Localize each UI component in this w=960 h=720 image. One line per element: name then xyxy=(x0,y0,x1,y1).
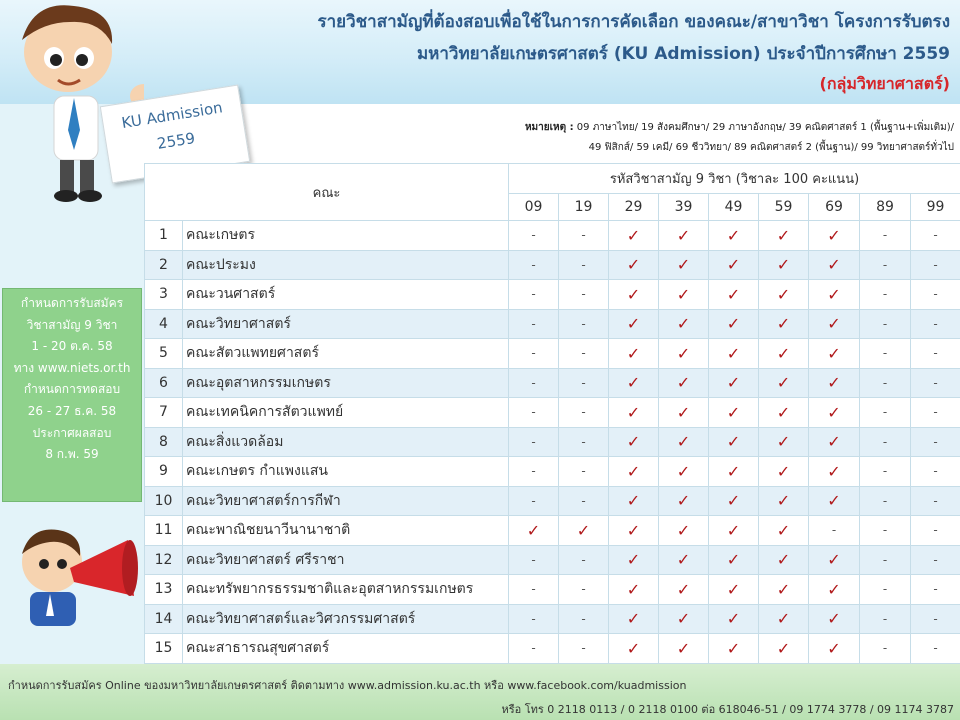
required-check-mark: ✓ xyxy=(759,545,809,575)
table-row xyxy=(145,575,960,605)
not-required-mark: - xyxy=(559,634,609,664)
page-group-label: (กลุ่มวิทยาศาสตร์) xyxy=(819,74,950,93)
schedule-line: ประกาศผลสอบ xyxy=(32,425,112,440)
required-check-mark: ✓ xyxy=(709,427,759,457)
table-body xyxy=(145,221,960,664)
required-check-mark: ✓ xyxy=(759,280,809,310)
table-row xyxy=(145,486,960,516)
required-check-mark: ✓ xyxy=(609,280,659,310)
required-check-mark: ✓ xyxy=(709,309,759,339)
not-required-mark: - xyxy=(559,398,609,428)
not-required-mark: - xyxy=(911,221,960,251)
faculty-name: คณะประมง xyxy=(183,250,509,280)
required-check-mark: ✓ xyxy=(659,339,709,369)
row-number: 12 xyxy=(145,545,183,575)
not-required-mark: - xyxy=(559,309,609,339)
subject-code-header: 19 xyxy=(559,194,609,221)
not-required-mark: - xyxy=(911,339,960,369)
not-required-mark: - xyxy=(911,516,960,546)
table-row xyxy=(145,457,960,487)
row-number: 10 xyxy=(145,486,183,516)
required-check-mark: ✓ xyxy=(509,516,559,546)
required-check-mark: ✓ xyxy=(709,575,759,605)
required-check-mark: ✓ xyxy=(809,634,860,664)
schedule-line: กำหนดการรับสมัคร xyxy=(20,296,124,310)
not-required-mark: - xyxy=(509,575,559,605)
not-required-mark: - xyxy=(559,545,609,575)
header-banner xyxy=(0,0,960,104)
row-number: 8 xyxy=(145,427,183,457)
faculty-name: คณะอุตสาหกรรมเกษตร xyxy=(183,368,509,398)
faculty-name: คณะทรัพยากรธรรมชาติและอุตสาหกรรมเกษตร xyxy=(183,575,509,605)
row-number: 13 xyxy=(145,575,183,605)
table-row xyxy=(145,250,960,280)
row-number: 3 xyxy=(145,280,183,310)
table-row xyxy=(145,309,960,339)
schedule-line: 8 ก.พ. 59 xyxy=(45,447,99,462)
required-check-mark: ✓ xyxy=(609,545,659,575)
required-check-mark: ✓ xyxy=(809,575,860,605)
not-required-mark: - xyxy=(509,250,559,280)
table-row xyxy=(145,545,960,575)
row-number: 9 xyxy=(145,457,183,487)
table-row xyxy=(145,604,960,634)
required-check-mark: ✓ xyxy=(809,339,860,369)
subject-table xyxy=(144,163,960,664)
required-check-mark: ✓ xyxy=(809,427,860,457)
note-label: หมายเหตุ : xyxy=(524,122,574,133)
not-required-mark: - xyxy=(860,604,911,634)
not-required-mark: - xyxy=(509,427,559,457)
note-text-2: 49 ฟิสิกส์/ 59 เคมี/ 69 ชีววิทยา/ 89 คณิตศาสตร์ 2 (พื้นฐาน)/ 99 วิทยาศาสตร์ทั่วไป xyxy=(588,142,954,153)
not-required-mark: - xyxy=(860,427,911,457)
required-check-mark: ✓ xyxy=(759,221,809,251)
not-required-mark: - xyxy=(509,368,559,398)
required-check-mark: ✓ xyxy=(709,368,759,398)
faculty-name: คณะสาธารณสุขศาสตร์ xyxy=(183,634,509,664)
required-check-mark: ✓ xyxy=(559,516,609,546)
subject-code-header: 89 xyxy=(860,194,911,221)
required-check-mark: ✓ xyxy=(709,545,759,575)
megaphone-mascot-illustration xyxy=(10,520,140,630)
not-required-mark: - xyxy=(860,545,911,575)
required-check-mark: ✓ xyxy=(709,457,759,487)
required-check-mark: ✓ xyxy=(659,427,709,457)
subject-code-header: 09 xyxy=(509,194,559,221)
required-check-mark: ✓ xyxy=(809,457,860,487)
required-check-mark: ✓ xyxy=(759,309,809,339)
required-check-mark: ✓ xyxy=(609,604,659,634)
not-required-mark: - xyxy=(509,604,559,634)
required-check-mark: ✓ xyxy=(709,339,759,369)
schedule-line: วิชาสามัญ 9 วิชา xyxy=(26,317,118,332)
required-check-mark: ✓ xyxy=(759,398,809,428)
table-row xyxy=(145,280,960,310)
table-row xyxy=(145,516,960,546)
faculty-name: คณะวิทยาศาสตร์ ศรีราชา xyxy=(183,545,509,575)
required-check-mark: ✓ xyxy=(659,309,709,339)
required-check-mark: ✓ xyxy=(659,398,709,428)
not-required-mark: - xyxy=(860,516,911,546)
required-check-mark: ✓ xyxy=(759,368,809,398)
row-number: 11 xyxy=(145,516,183,546)
required-check-mark: ✓ xyxy=(759,339,809,369)
subject-code-header: 39 xyxy=(659,194,709,221)
schedule-line: กำหนดการทดสอบ xyxy=(23,382,121,397)
table-row xyxy=(145,398,960,428)
schedule-line: ทาง www.niets.or.th xyxy=(13,360,131,375)
required-check-mark: ✓ xyxy=(709,221,759,251)
schedule-line: 1 - 20 ต.ค. 58 xyxy=(31,339,113,354)
table-row xyxy=(145,634,960,664)
required-check-mark: ✓ xyxy=(709,486,759,516)
row-number: 2 xyxy=(145,250,183,280)
faculty-name: คณะวิทยาศาสตร์ xyxy=(183,309,509,339)
faculty-name: คณะสัตวแพทยศาสตร์ xyxy=(183,339,509,369)
required-check-mark: ✓ xyxy=(759,575,809,605)
not-required-mark: - xyxy=(860,486,911,516)
not-required-mark: - xyxy=(559,575,609,605)
not-required-mark: - xyxy=(860,339,911,369)
table-row xyxy=(145,221,960,251)
required-check-mark: ✓ xyxy=(709,604,759,634)
required-check-mark: ✓ xyxy=(709,516,759,546)
subject-code-header: 49 xyxy=(709,194,759,221)
required-check-mark: ✓ xyxy=(709,634,759,664)
required-check-mark: ✓ xyxy=(809,250,860,280)
row-number: 7 xyxy=(145,398,183,428)
required-check-mark: ✓ xyxy=(659,545,709,575)
not-required-mark: - xyxy=(911,545,960,575)
table-row xyxy=(145,368,960,398)
row-number: 5 xyxy=(145,339,183,369)
note-line-2 xyxy=(589,140,954,155)
subject-code-header: 69 xyxy=(809,194,860,221)
required-check-mark: ✓ xyxy=(659,486,709,516)
required-check-mark: ✓ xyxy=(609,309,659,339)
required-check-mark: ✓ xyxy=(609,634,659,664)
not-required-mark: - xyxy=(860,634,911,664)
not-required-mark: - xyxy=(911,457,960,487)
required-check-mark: ✓ xyxy=(609,486,659,516)
required-check-mark: ✓ xyxy=(609,575,659,605)
note-text-1: 09 ภาษาไทย/ 19 สังคมศึกษา/ 29 ภาษาอังกฤษ/ 39 คณิตศาสตร์ 1 (พื้นฐาน+เพิ่มเติม)/ xyxy=(576,122,954,133)
not-required-mark: - xyxy=(860,221,911,251)
required-check-mark: ✓ xyxy=(759,634,809,664)
not-required-mark: - xyxy=(559,604,609,634)
required-check-mark: ✓ xyxy=(709,398,759,428)
required-check-mark: ✓ xyxy=(709,280,759,310)
not-required-mark: - xyxy=(911,486,960,516)
footer-info: กำหนดการรับสมัคร Online ของมหาวิทยาลัยเกษตรศาสตร์ ติดตามทาง www.admission.ku.ac.th หรือ www.facebook.com/kuadmission xyxy=(8,679,687,692)
subject-code-header: 59 xyxy=(759,194,809,221)
required-check-mark: ✓ xyxy=(609,516,659,546)
faculty-name: คณะวิทยาศาสตร์และวิศวกรรมศาสตร์ xyxy=(183,604,509,634)
required-check-mark: ✓ xyxy=(609,427,659,457)
page-subtitle: มหาวิทยาลัยเกษตรศาสตร์ (KU Admission) ประจำปีการศึกษา 2559 xyxy=(416,44,950,64)
not-required-mark: - xyxy=(860,250,911,280)
required-check-mark: ✓ xyxy=(809,604,860,634)
faculty-name: คณะวนศาสตร์ xyxy=(183,280,509,310)
not-required-mark: - xyxy=(860,368,911,398)
not-required-mark: - xyxy=(509,339,559,369)
required-check-mark: ✓ xyxy=(609,368,659,398)
required-check-mark: ✓ xyxy=(659,604,709,634)
faculty-name: คณะเกษตร xyxy=(183,221,509,251)
faculty-name: คณะเกษตร กำแพงแสน xyxy=(183,457,509,487)
note-line-1 xyxy=(525,120,954,135)
required-check-mark: ✓ xyxy=(759,516,809,546)
not-required-mark: - xyxy=(509,221,559,251)
not-required-mark: - xyxy=(860,280,911,310)
required-check-mark: ✓ xyxy=(809,486,860,516)
not-required-mark: - xyxy=(559,368,609,398)
not-required-mark: - xyxy=(509,280,559,310)
required-check-mark: ✓ xyxy=(609,221,659,251)
required-check-mark: ✓ xyxy=(759,427,809,457)
not-required-mark: - xyxy=(559,486,609,516)
faculty-column-header: คณะ xyxy=(145,164,509,221)
required-check-mark: ✓ xyxy=(659,250,709,280)
required-check-mark: ✓ xyxy=(809,545,860,575)
required-check-mark: ✓ xyxy=(609,398,659,428)
required-check-mark: ✓ xyxy=(809,309,860,339)
subject-code-header: 29 xyxy=(609,194,659,221)
not-required-mark: - xyxy=(911,250,960,280)
required-check-mark: ✓ xyxy=(759,457,809,487)
required-check-mark: ✓ xyxy=(759,486,809,516)
not-required-mark: - xyxy=(911,368,960,398)
required-check-mark: ✓ xyxy=(809,221,860,251)
table-row xyxy=(145,427,960,457)
not-required-mark: - xyxy=(509,309,559,339)
required-check-mark: ✓ xyxy=(659,280,709,310)
not-required-mark: - xyxy=(509,634,559,664)
required-check-mark: ✓ xyxy=(659,634,709,664)
not-required-mark: - xyxy=(559,339,609,369)
not-required-mark: - xyxy=(911,398,960,428)
not-required-mark: - xyxy=(559,250,609,280)
required-check-mark: ✓ xyxy=(759,604,809,634)
not-required-mark: - xyxy=(509,398,559,428)
not-required-mark: - xyxy=(509,486,559,516)
not-required-mark: - xyxy=(911,427,960,457)
not-required-mark: - xyxy=(509,545,559,575)
page-title: รายวิชาสามัญที่ต้องสอบเพื่อใช้ในการการคัดเลือก ของคณะ/สาขาวิชา โครงการรับตรง xyxy=(317,12,950,32)
schedule-line: 26 - 27 ธ.ค. 58 xyxy=(27,403,117,418)
sign-title: KU Admission xyxy=(120,98,224,133)
not-required-mark: - xyxy=(911,280,960,310)
not-required-mark: - xyxy=(809,516,860,546)
not-required-mark: - xyxy=(559,280,609,310)
not-required-mark: - xyxy=(911,309,960,339)
row-number: 15 xyxy=(145,634,183,664)
required-check-mark: ✓ xyxy=(659,221,709,251)
required-check-mark: ✓ xyxy=(659,457,709,487)
not-required-mark: - xyxy=(911,604,960,634)
required-check-mark: ✓ xyxy=(659,516,709,546)
subject-codes-header: รหัสวิชาสามัญ 9 วิชา (วิชาละ 100 คะแนน) xyxy=(509,164,960,194)
required-check-mark: ✓ xyxy=(609,339,659,369)
required-check-mark: ✓ xyxy=(759,250,809,280)
subject-code-header: 99 xyxy=(911,194,960,221)
faculty-name: คณะพาณิชยนาวีนานาชาติ xyxy=(183,516,509,546)
required-check-mark: ✓ xyxy=(809,398,860,428)
faculty-name: คณะสิ่งแวดล้อม xyxy=(183,427,509,457)
not-required-mark: - xyxy=(860,457,911,487)
row-number: 14 xyxy=(145,604,183,634)
required-check-mark: ✓ xyxy=(659,368,709,398)
not-required-mark: - xyxy=(911,634,960,664)
row-number: 6 xyxy=(145,368,183,398)
faculty-name: คณะเทคนิคการสัตวแพทย์ xyxy=(183,398,509,428)
required-check-mark: ✓ xyxy=(809,280,860,310)
footer-contact: หรือ โทร 0 2118 0113 / 0 2118 0100 ต่อ 618046-51 / 09 1774 3778 / 09 1174 3787 xyxy=(501,703,954,716)
table-row xyxy=(145,339,960,369)
not-required-mark: - xyxy=(860,398,911,428)
not-required-mark: - xyxy=(559,427,609,457)
not-required-mark: - xyxy=(509,457,559,487)
schedule-box xyxy=(2,288,142,502)
required-check-mark: ✓ xyxy=(609,457,659,487)
sign-year: 2559 xyxy=(155,129,197,153)
required-check-mark: ✓ xyxy=(659,575,709,605)
faculty-name: คณะวิทยาศาสตร์การกีฬา xyxy=(183,486,509,516)
required-check-mark: ✓ xyxy=(609,250,659,280)
not-required-mark: - xyxy=(860,575,911,605)
not-required-mark: - xyxy=(860,309,911,339)
not-required-mark: - xyxy=(559,457,609,487)
row-number: 1 xyxy=(145,221,183,251)
required-check-mark: ✓ xyxy=(809,368,860,398)
not-required-mark: - xyxy=(911,575,960,605)
footer-bar xyxy=(0,664,960,720)
row-number: 4 xyxy=(145,309,183,339)
not-required-mark: - xyxy=(559,221,609,251)
required-check-mark: ✓ xyxy=(709,250,759,280)
